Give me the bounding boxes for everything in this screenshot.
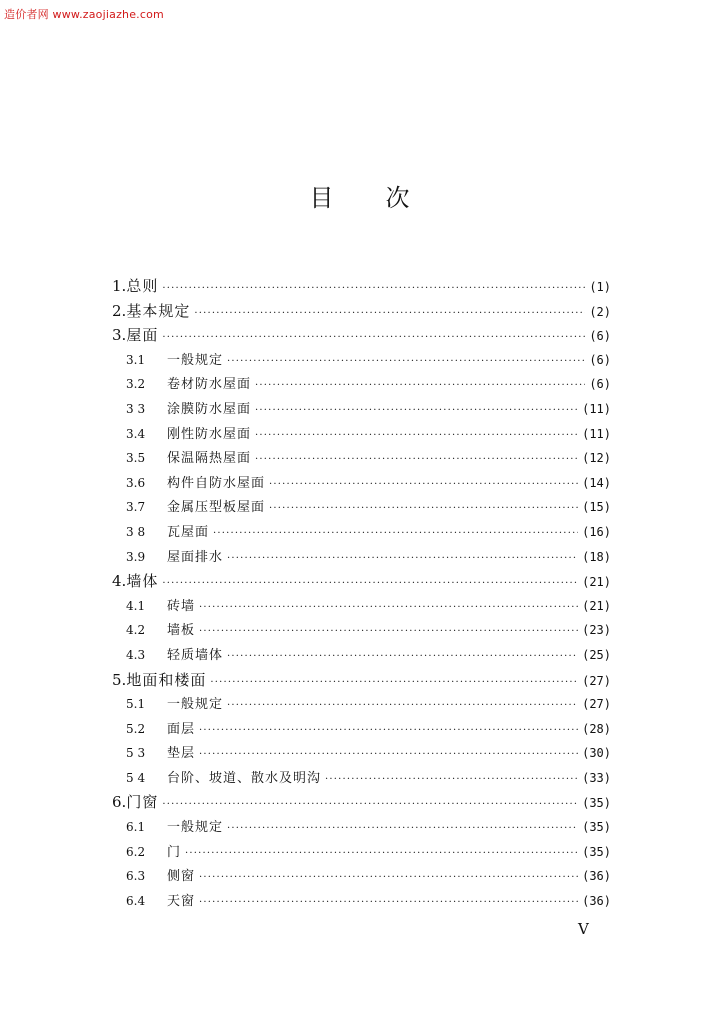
toc-section-entry [112,889,611,914]
table-of-contents [112,274,611,913]
toc-entry-title: 天窗 [167,893,196,909]
toc-chapter-entry [112,274,611,299]
toc-entry-number: 5.1 [126,697,146,712]
dot-leader [255,374,585,399]
dot-leader [199,719,578,744]
toc-section-entry [112,422,611,447]
dot-leader [199,620,578,645]
toc-entry-page: (21) [582,598,611,613]
page-title [0,178,721,213]
toc-entry-title: 轻质墙体 [167,647,224,663]
dot-leader [255,399,578,424]
toc-entry-title: 卷材防水屋面 [167,377,252,393]
toc-section-entry [112,471,611,496]
toc-entry-number: 3. [112,326,127,345]
toc-chapter-entry [112,790,611,815]
toc-entry-number: 3 8 [126,524,146,539]
toc-entry-title: 金属压型板屋面 [167,500,266,516]
dot-leader [269,473,578,498]
toc-entry-page: (28) [582,721,611,736]
toc-entry-title: 瓦屋面 [167,524,210,540]
toc-entry-page: (35) [582,844,611,859]
dot-leader [227,694,578,719]
toc-entry-page: (27) [582,697,611,712]
toc-entry-page: (2) [589,304,611,319]
dot-leader [227,350,585,375]
dot-leader [227,547,578,572]
toc-entry-page: (15) [582,500,611,515]
toc-section-entry [112,692,611,717]
toc-entry-title: 垫层 [167,746,196,762]
dot-leader [199,866,578,891]
toc-entry-title: 涂膜防水屋面 [167,401,252,417]
toc-entry-title: 一般规定 [167,352,224,368]
toc-entry-title: 墙体 [126,572,159,591]
toc-entry-number: 3.1 [126,352,146,367]
toc-entry-number: 6.4 [126,893,146,908]
toc-entry-number: 5 3 [126,746,146,761]
dot-leader [199,743,578,768]
toc-section-entry [112,594,611,619]
toc-section-entry [112,618,611,643]
toc-entry-number: 3.5 [126,451,146,466]
toc-entry-title: 屋面排水 [167,549,224,565]
toc-section-entry [112,495,611,520]
dot-leader [269,497,578,522]
toc-entry-page: (36) [582,869,611,884]
toc-entry-title: 门窗 [126,793,159,812]
toc-entry-number: 3.7 [126,500,146,515]
dot-leader [199,891,578,916]
toc-entry-title: 台阶、坡道、散水及明沟 [167,770,322,786]
toc-entry-title: 侧窗 [167,869,196,885]
toc-entry-page: (12) [582,451,611,466]
toc-entry-number: 5 4 [126,770,146,785]
toc-entry-title: 保温隔热屋面 [167,451,252,467]
title-char-2: 次 [385,184,412,212]
toc-entry-number: 3.2 [126,377,146,392]
toc-section-entry [112,717,611,742]
toc-entry-page: (11) [582,426,611,441]
dot-leader [227,645,578,670]
toc-entry-title: 面层 [167,721,196,737]
toc-chapter-entry [112,569,611,594]
toc-section-entry [112,545,611,570]
toc-entry-number: 6. [112,793,127,812]
toc-section-entry [112,520,611,545]
toc-section-entry [112,815,611,840]
toc-entry-page: (36) [582,893,611,908]
toc-entry-number: 4.3 [126,647,146,662]
toc-entry-page: (6) [589,329,611,344]
toc-entry-number: 4.2 [126,623,146,638]
toc-entry-title: 一般规定 [167,820,224,836]
toc-entry-title: 屋面 [126,326,159,345]
toc-entry-page: (18) [582,549,611,564]
toc-entry-page: (11) [582,401,611,416]
toc-entry-number: 2. [112,301,127,320]
toc-entry-number: 3.6 [126,475,146,490]
toc-entry-page: (16) [582,524,611,539]
toc-section-entry [112,348,611,373]
toc-entry-page: (21) [582,575,611,590]
toc-entry-number: 3.4 [126,426,146,441]
toc-section-entry [112,643,611,668]
page-number: V [578,920,589,938]
toc-entry-title: 构件自防水屋面 [167,475,266,491]
toc-entry-number: 3.9 [126,549,146,564]
toc-section-entry [112,864,611,889]
toc-entry-number: 3 3 [126,401,146,416]
toc-chapter-entry [112,668,611,693]
toc-entry-page: (6) [589,352,611,367]
toc-entry-page: (27) [582,673,611,688]
toc-entry-title: 总则 [126,277,159,295]
toc-entry-title: 地面和楼面 [126,670,207,689]
toc-entry-title: 砖墙 [167,598,196,614]
toc-section-entry [112,372,611,397]
toc-entry-number: 5. [112,670,127,689]
toc-entry-title: 刚性防水屋面 [167,426,252,442]
toc-section-entry [112,840,611,865]
toc-entry-title: 基本规定 [126,301,191,320]
dot-leader [325,768,578,793]
toc-entry-title: 一般规定 [167,697,224,713]
dot-leader [255,424,578,449]
toc-entry-page: (25) [582,647,611,662]
toc-entry-number: 6.2 [126,844,146,859]
dot-leader [199,596,578,621]
toc-entry-number: 4. [112,572,127,591]
toc-entry-title: 门 [167,844,182,860]
dot-leader [255,448,578,473]
toc-section-entry [112,397,611,422]
toc-section-entry [112,446,611,471]
toc-entry-number: 1. [112,277,127,295]
toc-entry-page: (6) [589,377,611,392]
toc-section-entry [112,766,611,791]
toc-entry-page: (33) [582,770,611,785]
toc-entry-number: 6.1 [126,820,146,835]
toc-section-entry [112,741,611,766]
toc-entry-page: (30) [582,746,611,761]
dot-leader [227,817,578,842]
toc-entry-number: 6.3 [126,869,146,884]
toc-entry-title: 墙板 [167,623,196,639]
toc-entry-number: 5.2 [126,721,146,736]
watermark: 造价者网 www.zaojiazhe.com [4,8,164,21]
title-char-1: 目 [309,184,336,212]
toc-chapter-entry [112,299,611,324]
toc-entry-page: (35) [582,796,611,811]
toc-entry-page: (14) [582,475,611,490]
toc-entry-number: 4.1 [126,598,146,613]
toc-chapter-entry [112,323,611,348]
dot-leader [213,522,578,547]
dot-leader [185,842,578,867]
toc-entry-page: (35) [582,820,611,835]
toc-entry-page: (23) [582,623,611,638]
toc-entry-page: (1) [589,280,611,294]
